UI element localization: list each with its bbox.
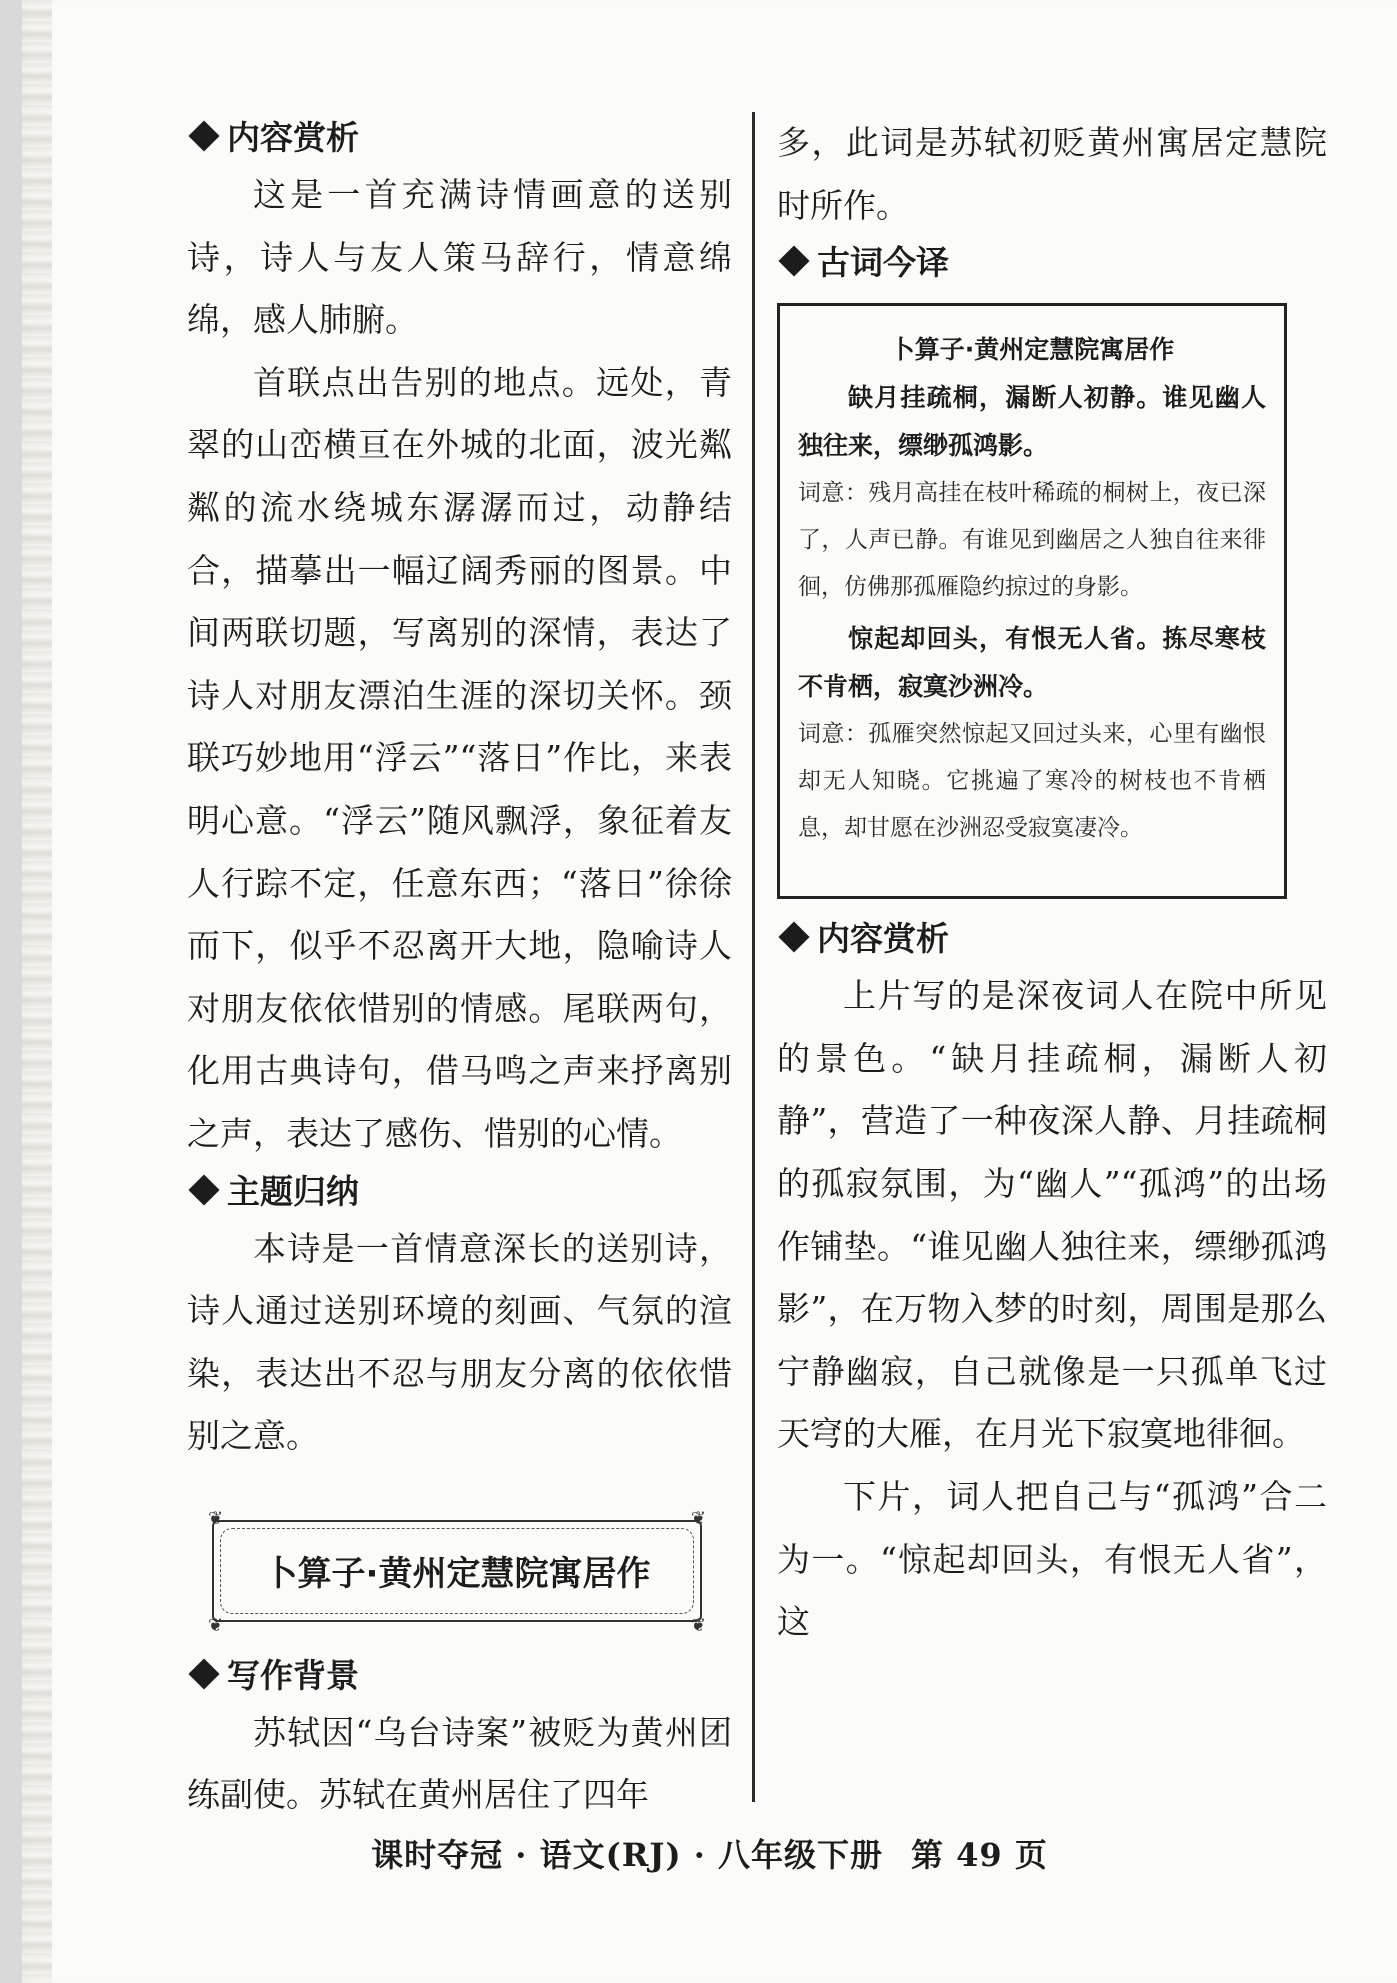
diamond-bullet-icon bbox=[188, 1174, 219, 1205]
section-title-translation: 古词今译 bbox=[777, 237, 1327, 289]
paragraph: 下片，词人把自己与“孤鸿”合二为一。“惊起却回头，有恨无人省”，这 bbox=[777, 1476, 1327, 1642]
page-footer bbox=[22, 1830, 1397, 1876]
paragraph: 这是一首充满诗情画意的送别诗，诗人与友人策马辞行，情意绵绵，感人肺腑。 bbox=[187, 175, 732, 340]
diamond-bullet-icon bbox=[778, 922, 809, 953]
corner-ornament-icon: ❦ bbox=[208, 1507, 224, 1529]
diamond-bullet-icon bbox=[778, 246, 809, 277]
paragraph: 本诗是一首情意深长的送别诗，诗人通过送别环境的刻画、气氛的渲染，表达出不忍与朋友分离的依依惜别之意。 bbox=[187, 1228, 732, 1456]
page-number: 第 49 页 bbox=[911, 1836, 1048, 1874]
paragraph: 上片写的是深夜词人在院中所见的景色。“缺月挂疏桐，漏断人初静”，营造了一种夜深人静、月挂疏桐的孤寂氛围，为“幽人”“孤鸿”的出场作铺垫。“谁见幽人独往来，缥缈孤鸿影”，在万物入梦的时刻，周围是那么宁静幽寂，自己就像是一只孤单飞过天穹的大雁，在月光下寂寞地徘徊。 bbox=[777, 976, 1327, 1454]
corner-ornament-icon: ❦ bbox=[208, 1614, 224, 1636]
translation-note: 词意：残月高挂在枝叶稀疏的桐树上，夜已深了，人声已静。有谁见到幽居之人独自往来徘徊，仿佛那孤雁隐约掠过的身影。 bbox=[798, 480, 1266, 601]
paragraph: 首联点出告别的地点。远处，青翠的山峦横亘在外城的北面，波光粼粼的流水绕城东潺潺而过，动静结合，描摹出一幅辽阔秀丽的图景。中间两联切题，写离别的深情，表达了诗人对朋友漂泊生涯的深切关怀。颈联巧妙地用“浮云”“落日”作比，来表明心意。“浮云”随风飘浮，象征着友人行踪不定，任意东西；“落日”徐徐而下，似乎不忍离开大地，隐喻诗人对朋友依依惜别的情感。尾联两句，化用古典诗句，借马鸣之声来抒离别之声，表达了感伤、惜别的心情。 bbox=[187, 362, 732, 1153]
diamond-bullet-icon bbox=[188, 120, 219, 151]
book-title: 课时夺冠 · 语文(RJ) · 八年级下册 bbox=[371, 1836, 884, 1874]
translation-note: 词意：孤雁突然惊起又回过头来，心里有幽恨却无人知晓。它挑遍了寒冷的树枝也不肯栖息，却甘愿在沙洲忍受寂寞凄冷。 bbox=[798, 721, 1266, 842]
left-column bbox=[187, 112, 732, 1827]
poem-title-box bbox=[208, 1507, 706, 1636]
translation-poem-title: 卜算子·黄州定慧院寓居作 bbox=[889, 335, 1175, 365]
right-column bbox=[777, 112, 1327, 1654]
section-title-background: 写作背景 bbox=[187, 1650, 732, 1702]
translation-box bbox=[777, 303, 1287, 899]
book-page bbox=[22, 0, 1397, 1983]
torn-page-edge bbox=[22, 0, 52, 1983]
poem-lines: 惊起却回头，有恨无人省。拣尽寒枝不肯栖，寂寞沙洲冷。 bbox=[798, 624, 1266, 702]
section-title-theme: 主题归纳 bbox=[187, 1166, 732, 1218]
paragraph: 苏轼因“乌台诗案”被贬为黄州团练副使。苏轼在黄州居住了四年 bbox=[187, 1712, 732, 1815]
section-title-content-analysis-2: 内容赏析 bbox=[777, 913, 1327, 965]
paragraph-continuation: 多，此词是苏轼初贬黄州寓居定慧院时所作。 bbox=[777, 123, 1327, 225]
corner-ornament-icon: ❦ bbox=[690, 1507, 706, 1529]
diamond-bullet-icon bbox=[188, 1658, 219, 1689]
poem-title: 卜算子·黄州定慧院寓居作 bbox=[212, 1520, 702, 1622]
corner-ornament-icon: ❦ bbox=[690, 1614, 706, 1636]
column-divider bbox=[752, 112, 755, 1802]
section-title-content-analysis: 内容赏析 bbox=[187, 112, 732, 164]
poem-lines: 缺月挂疏桐，漏断人初静。谁见幽人独往来，缥缈孤鸿影。 bbox=[798, 383, 1266, 461]
